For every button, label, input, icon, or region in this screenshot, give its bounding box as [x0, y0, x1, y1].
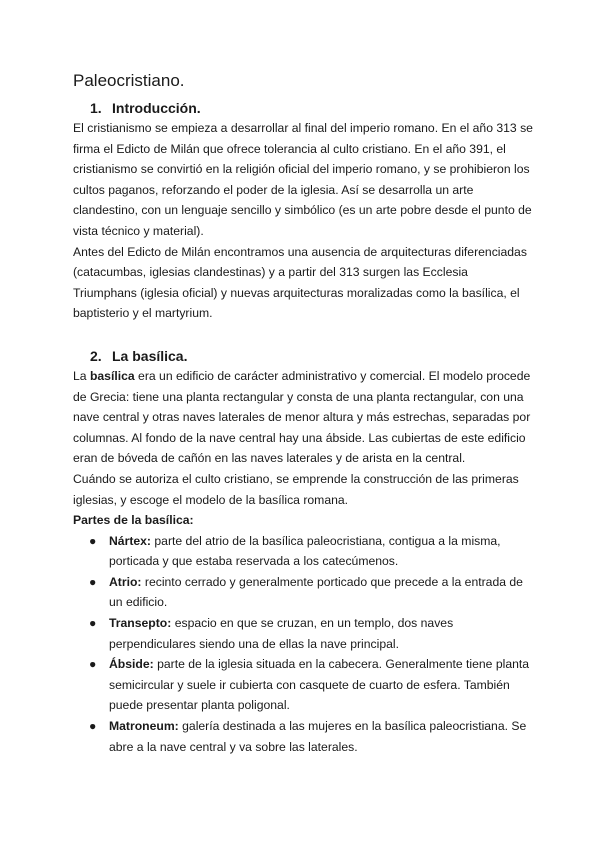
list-term: Nártex: [109, 533, 151, 548]
paragraph: Antes del Edicto de Milán encontramos una ausencia de arquitecturas diferenciadas (catacumbas, iglesias clandestinas) y a partir del 313 surgen las Ecclesia Triumphans (iglesia oficial) y nuevas arquitecturas moralizadas como la basílica, el baptisterio y el martyrium. [73, 244, 527, 321]
parts-heading: Partes de la basílica: [73, 513, 194, 528]
document-title: Paleocristiano. [73, 71, 185, 90]
list-term: Atrio: [109, 574, 142, 589]
list-term: Matroneum: [109, 719, 179, 734]
paragraph-lead: La [73, 368, 90, 383]
list-item [73, 531, 533, 572]
list-item [73, 572, 533, 613]
list-item [73, 716, 533, 757]
bold-term: basílica [89, 368, 135, 383]
section-basilica [73, 346, 533, 757]
paragraph: El cristianismo se empieza a desarrollar al final del imperio romano. En el año 313 se firma el Edicto de Milán que ofrece tolerancia al culto cristiano. En el año 391, el cristianismo se convirtió en la religión oficial del imperio romano, y se prohibieron los cultos paganos, reforzando el poder de la iglesia. Así se desarrolla un arte clandestino, con un lenguaje sencillo y simbólico (es un arte pobre desde el punto de vista técnico y material). [73, 121, 533, 238]
section-number: 2. [90, 347, 102, 364]
section-title: Introducción. [112, 100, 201, 116]
list-text: recinto cerrado y generalmente porticado que precede a la entrada de un edificio. [109, 574, 523, 610]
section-number: 1. [90, 100, 102, 116]
list-text: galería destinada a las mujeres en la basílica paleocristiana. Se abre a la nave central y va sobre las laterales. [109, 719, 527, 754]
section-title: La basílica. [112, 347, 188, 364]
list-term: Ábside: [109, 657, 154, 672]
paragraph [73, 366, 533, 469]
paragraph-text: era un edificio de carácter administrativo y comercial. El modelo procede de Grecia: tiene una planta rectangular y consta de una planta rectangular, con una nave central y otras naves laterales de menor altura y más estrechas, separadas por columnas. Al fondo de la nave central hay una ábside. Las cubiertas de este edificio eran de bóveda de cañón en las naves laterales y de arista en la central. [73, 368, 531, 466]
bullet-icon: ● [89, 719, 97, 734]
bullet-icon: ● [89, 657, 97, 672]
bullet-icon: ● [89, 574, 97, 589]
section-heading [73, 346, 533, 366]
list-term: Transepto: [109, 616, 172, 631]
bullet-icon: ● [89, 616, 97, 631]
section-heading [73, 98, 533, 118]
list-item [73, 654, 533, 716]
list-text: parte del atrio de la basílica paleocristiana, contigua a la misma, porticada y que estaba reservada a los catecúmenos. [109, 533, 501, 569]
list-text: espacio en que se cruzan, en un templo, dos naves perpendiculares siendo una de ellas la nave principal. [109, 616, 454, 651]
section-introduccion [73, 98, 533, 324]
document-page [73, 70, 533, 757]
list-text: parte de la iglesia situada en la cabecera. Generalmente tiene planta semicircular y suele ir cubierta con casquete de cuarto de esfera. También puede presentar planta poligonal. [109, 657, 530, 713]
bullet-icon: ● [89, 533, 97, 548]
list-item [73, 613, 533, 654]
paragraph: Cuándo se autoriza el culto cristiano, se emprende la construcción de las primeras iglesias, y escoge el modelo de la basílica romana. [73, 471, 519, 507]
parts-list [73, 531, 533, 758]
